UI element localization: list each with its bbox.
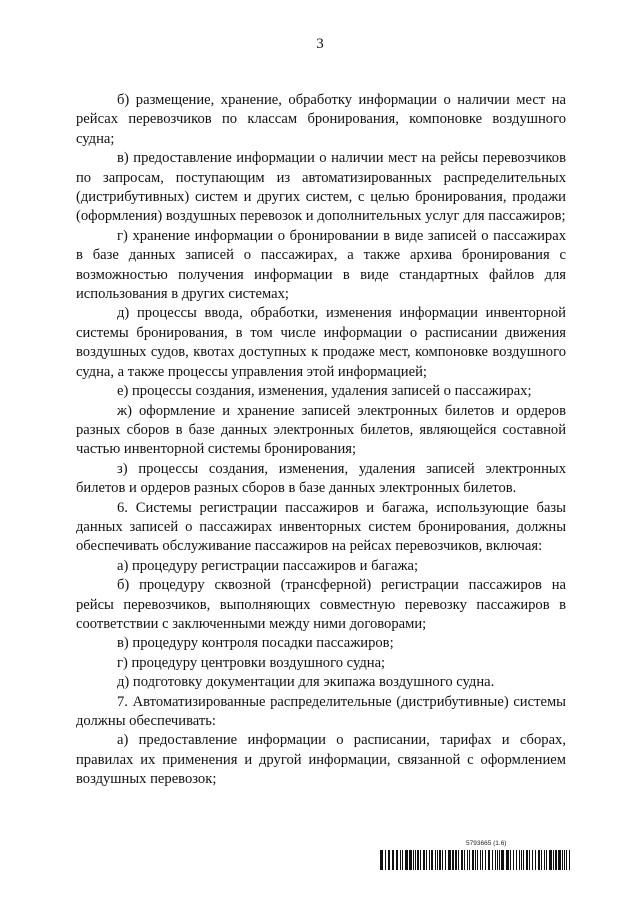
- paragraph-z-ticket-processes: з) процессы создания, изменения, удаления записей электронных билетов и ордеров разных сборов в базе данных электронных билетов.: [76, 460, 566, 497]
- paragraph-section-7: 7. Автоматизированные распределительные (дистрибутивные) системы должны обеспечивать:: [76, 693, 566, 729]
- paragraph-6g-balance: г) процедуру центровки воздушного судна;: [117, 654, 386, 671]
- paragraph-7a-info: а) предоставление информации о расписании, тарифах и сборах, правилах их применения и другой информации, связанной с оформлением воздушных перевозок;: [76, 732, 566, 788]
- paragraph-e-records: е) процессы создания, изменения, удаления записей о пассажирах;: [117, 383, 532, 400]
- paragraph-6d-crew-docs: д) подготовку документации для экипажа воздушного судна.: [117, 674, 495, 691]
- document-body: [76, 91, 566, 790]
- paragraph-zh-tickets: ж) оформление и хранение записей электронных билетов и ордеров разных сборов в базе данных электронных билетов, являющейся составной частью инвенторной системы бронирования;: [76, 402, 566, 458]
- paragraph-6a-checkin: а) процедуру регистрации пассажиров и багажа;: [117, 557, 419, 574]
- paragraph-v-availability: в) предоставление информации о наличии мест на рейсы перевозчиков по запросам, поступающим из автоматизированных распределительных (дистрибутивных) систем и других систем, с целью бронирования, продажи (оформления) воздушных перевозок и дополнительных услуг для пассажиров;: [76, 150, 566, 225]
- paragraph-d-processes: д) процессы ввода, обработки, изменения информации инвенторной системы бронирования, в том числе информации о расписании движения воздушных судов, квотах доступных к продаже мест, компоновке воздушного судна, а также процессы управления этой информацией;: [76, 305, 566, 380]
- barcode-image: [380, 850, 570, 870]
- paragraph-section-6: 6. Системы регистрации пассажиров и багажа, использующие базы данных записей о пассажирах инвенторных систем бронирования, должны обеспечивать обслуживание пассажиров на рейсах перевозчиков, включая:: [76, 499, 566, 555]
- paragraph-g-storage: г) хранение информации о бронировании в виде записей о пассажирах в базе данных записей о пассажирах, а также архива бронирования с возможностью получения информации в виде стандартных файлов для использования в других системах;: [76, 227, 566, 303]
- paragraph-6b-transfer: б) процедуру сквозной (трансферной) регистрации пассажиров на рейсы перевозчиков, выполняющих совместную перевозку пассажиров в соответствии с заключенными между ними договорами;: [76, 577, 566, 632]
- barcode-caption: 5793665 (1.6): [466, 840, 507, 847]
- document-footer: [380, 840, 570, 870]
- paragraph-b-placement: б) размещение, хранение, обработку информации о наличии мест на рейсах перевозчиков по классам бронирования, компоновке воздушного судна;: [76, 92, 566, 147]
- paragraph-6v-boarding: в) процедуру контроля посадки пассажиров;: [117, 635, 394, 652]
- page-number: 3: [316, 36, 324, 52]
